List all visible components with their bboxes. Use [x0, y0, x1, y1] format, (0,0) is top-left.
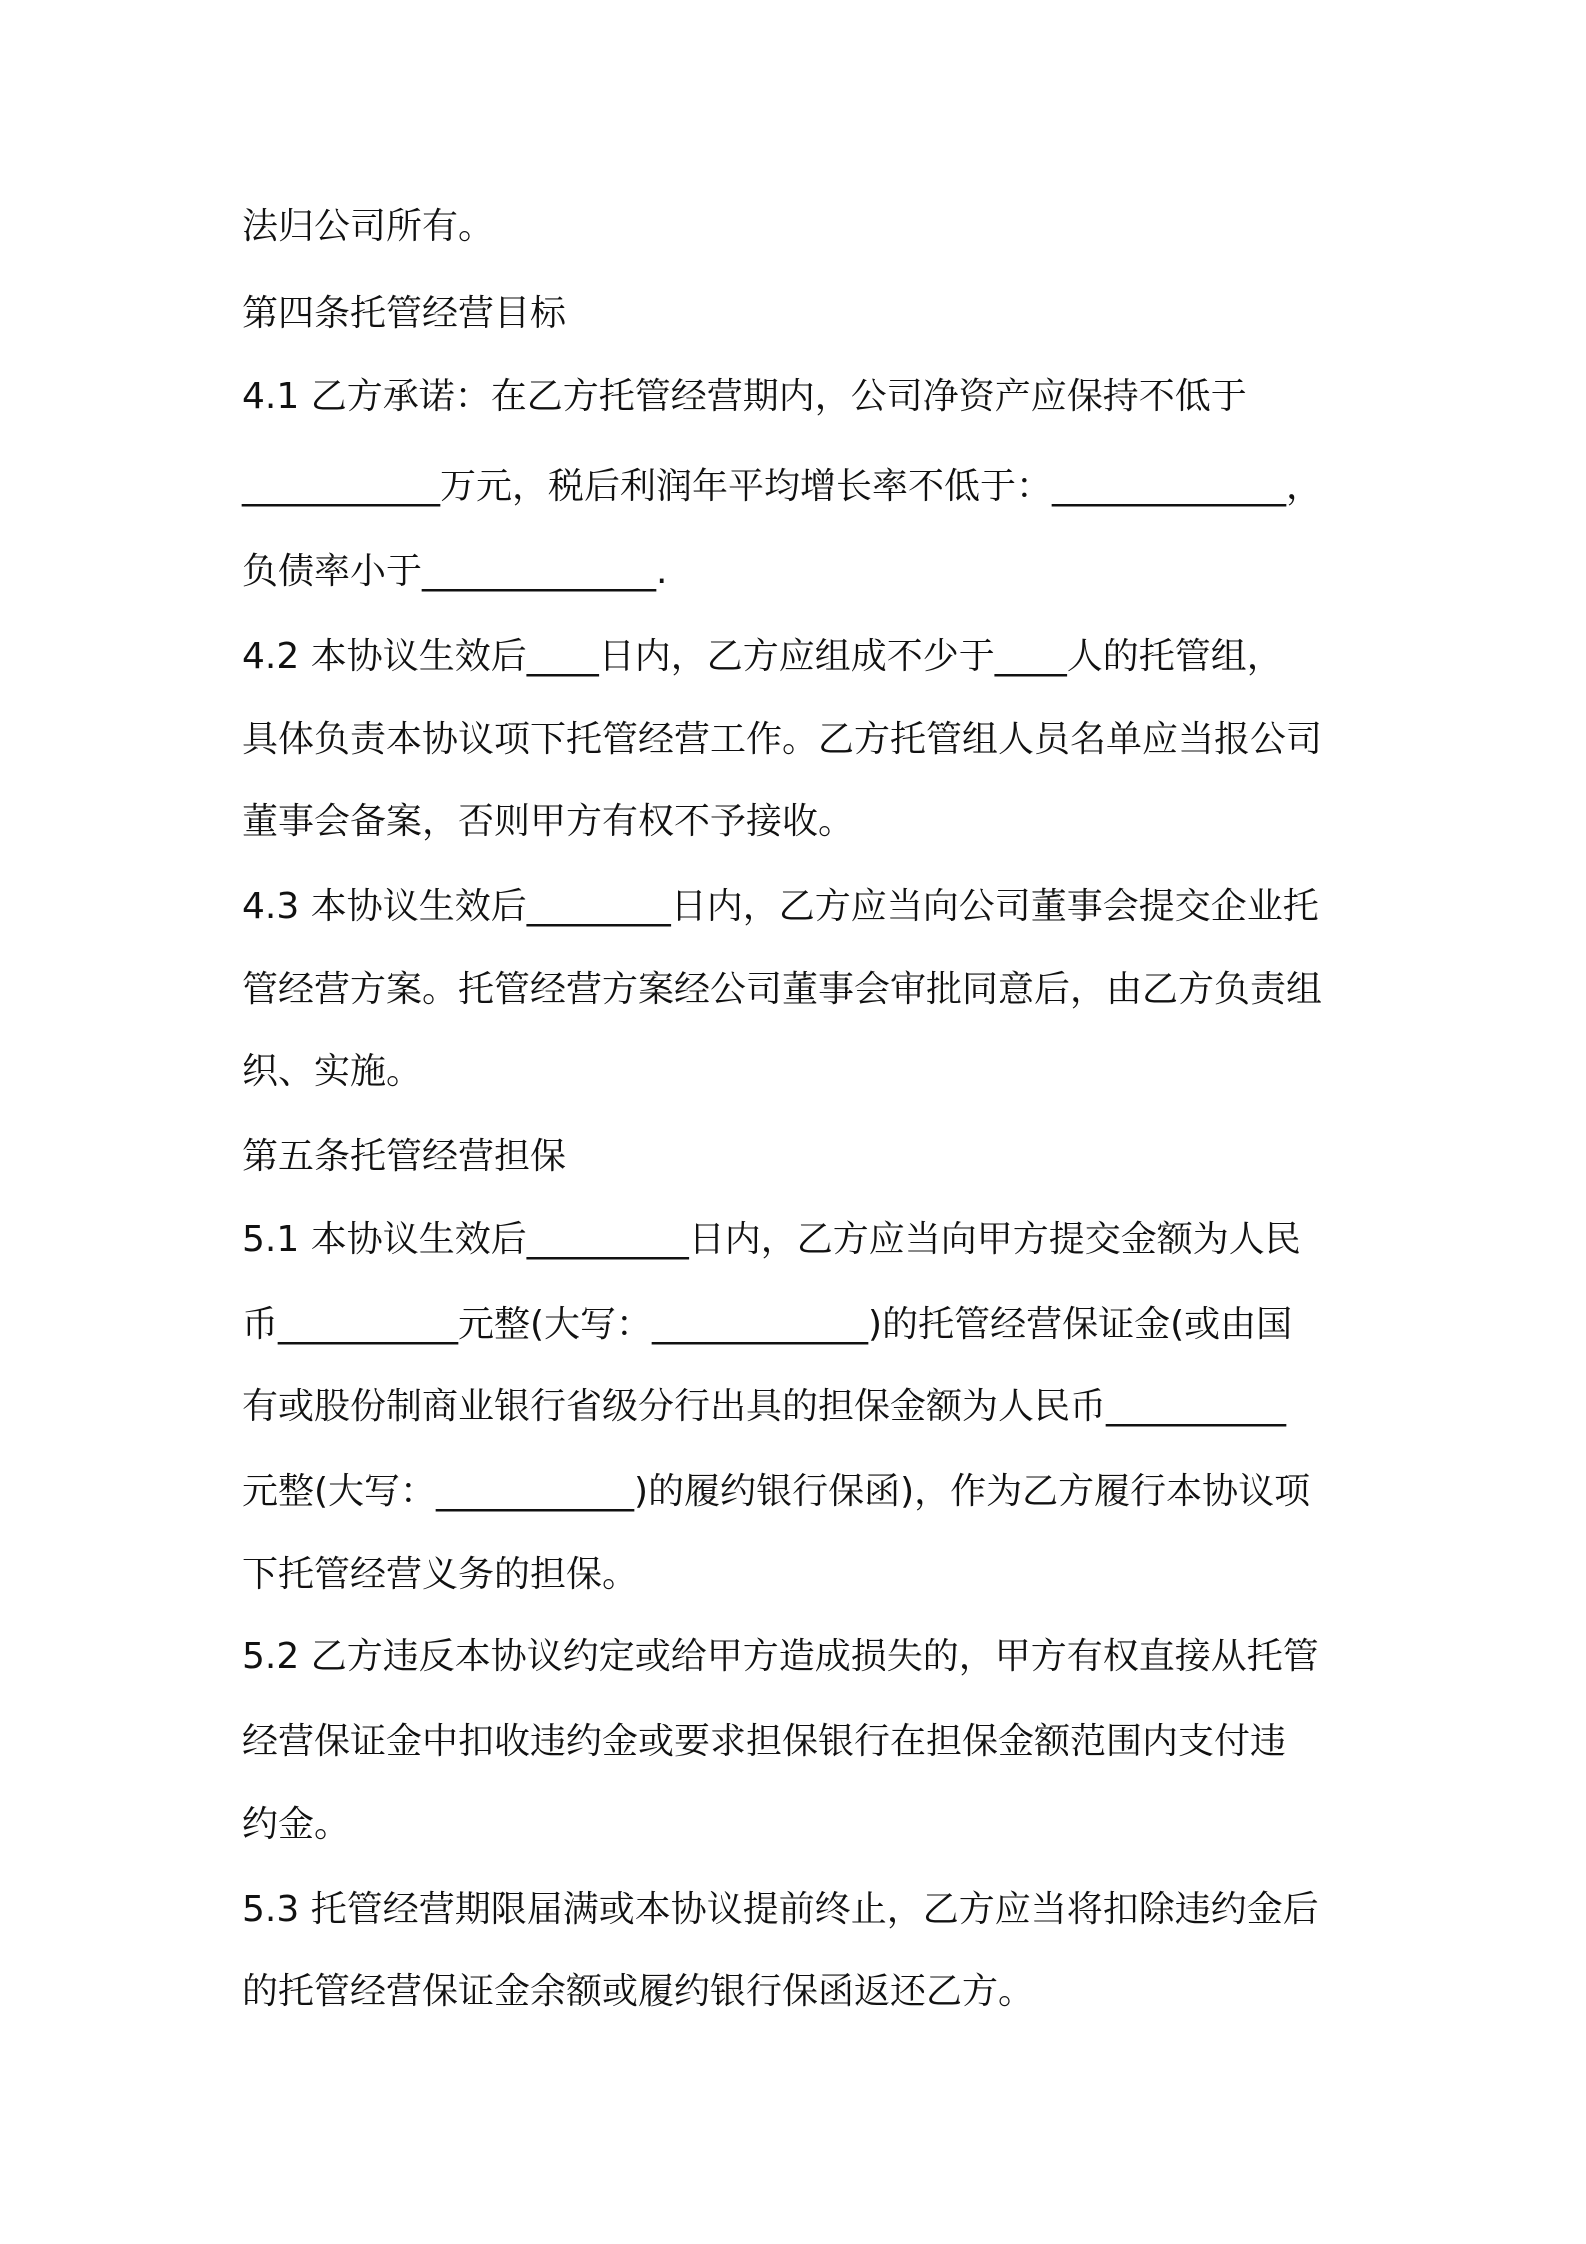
text-line: 4.1 乙方承诺：在乙方托管经营期内，公司净资产应保持不低于 [242, 376, 1247, 417]
text-line: 5.3 托管经营期限届满或本协议提前终止，乙方应当将扣除违约金后 [242, 1889, 1319, 1930]
text-line: 元整(大写：___________)的履约银行保函)，作为乙方履行本协议项 [242, 1471, 1311, 1512]
text-line: 的托管经营保证金余额或履约银行保函返还乙方。 [242, 1971, 1035, 2012]
text-line: 5.1 本协议生效后_________日内，乙方应当向甲方提交金额为人民 [242, 1219, 1301, 1260]
section-heading: 第四条托管经营目标 [242, 293, 567, 334]
text-line: 法归公司所有。 [242, 206, 495, 247]
text-line: 下托管经营义务的担保。 [242, 1554, 639, 1595]
text-line: 币__________元整(大写：____________)的托管经营保证金(或由国 [242, 1304, 1293, 1345]
text-line: 5.2 乙方违反本协议约定或给甲方造成损失的，甲方有权直接从托管 [242, 1636, 1319, 1677]
text-line: 董事会备案，否则甲方有权不予接收。 [242, 801, 855, 842]
text-line: 管经营方案。托管经营方案经公司董事会审批同意后，由乙方负责组 [242, 969, 1323, 1010]
text-line: 织、实施。 [242, 1051, 423, 1092]
section-heading: 第五条托管经营担保 [242, 1136, 567, 1177]
text-line: 4.3 本协议生效后________日内，乙方应当向公司董事会提交企业托 [242, 886, 1319, 927]
text-line: 经营保证金中扣收违约金或要求担保银行在担保金额范围内支付违 [242, 1721, 1287, 1762]
text-line: 约金。 [242, 1804, 351, 1845]
text-line: 负债率小于_____________. [242, 551, 668, 592]
text-line: 有或股份制商业银行省级分行出具的担保金额为人民币__________ [242, 1386, 1287, 1427]
text-line: 具体负责本协议项下托管经营工作。乙方托管组人员名单应当报公司 [242, 719, 1323, 760]
text-line: ___________万元，税后利润年平均增长率不低于：_____________， [242, 466, 1323, 507]
text-line: 4.2 本协议生效后____日内，乙方应组成不少于____人的托管组， [242, 636, 1283, 677]
